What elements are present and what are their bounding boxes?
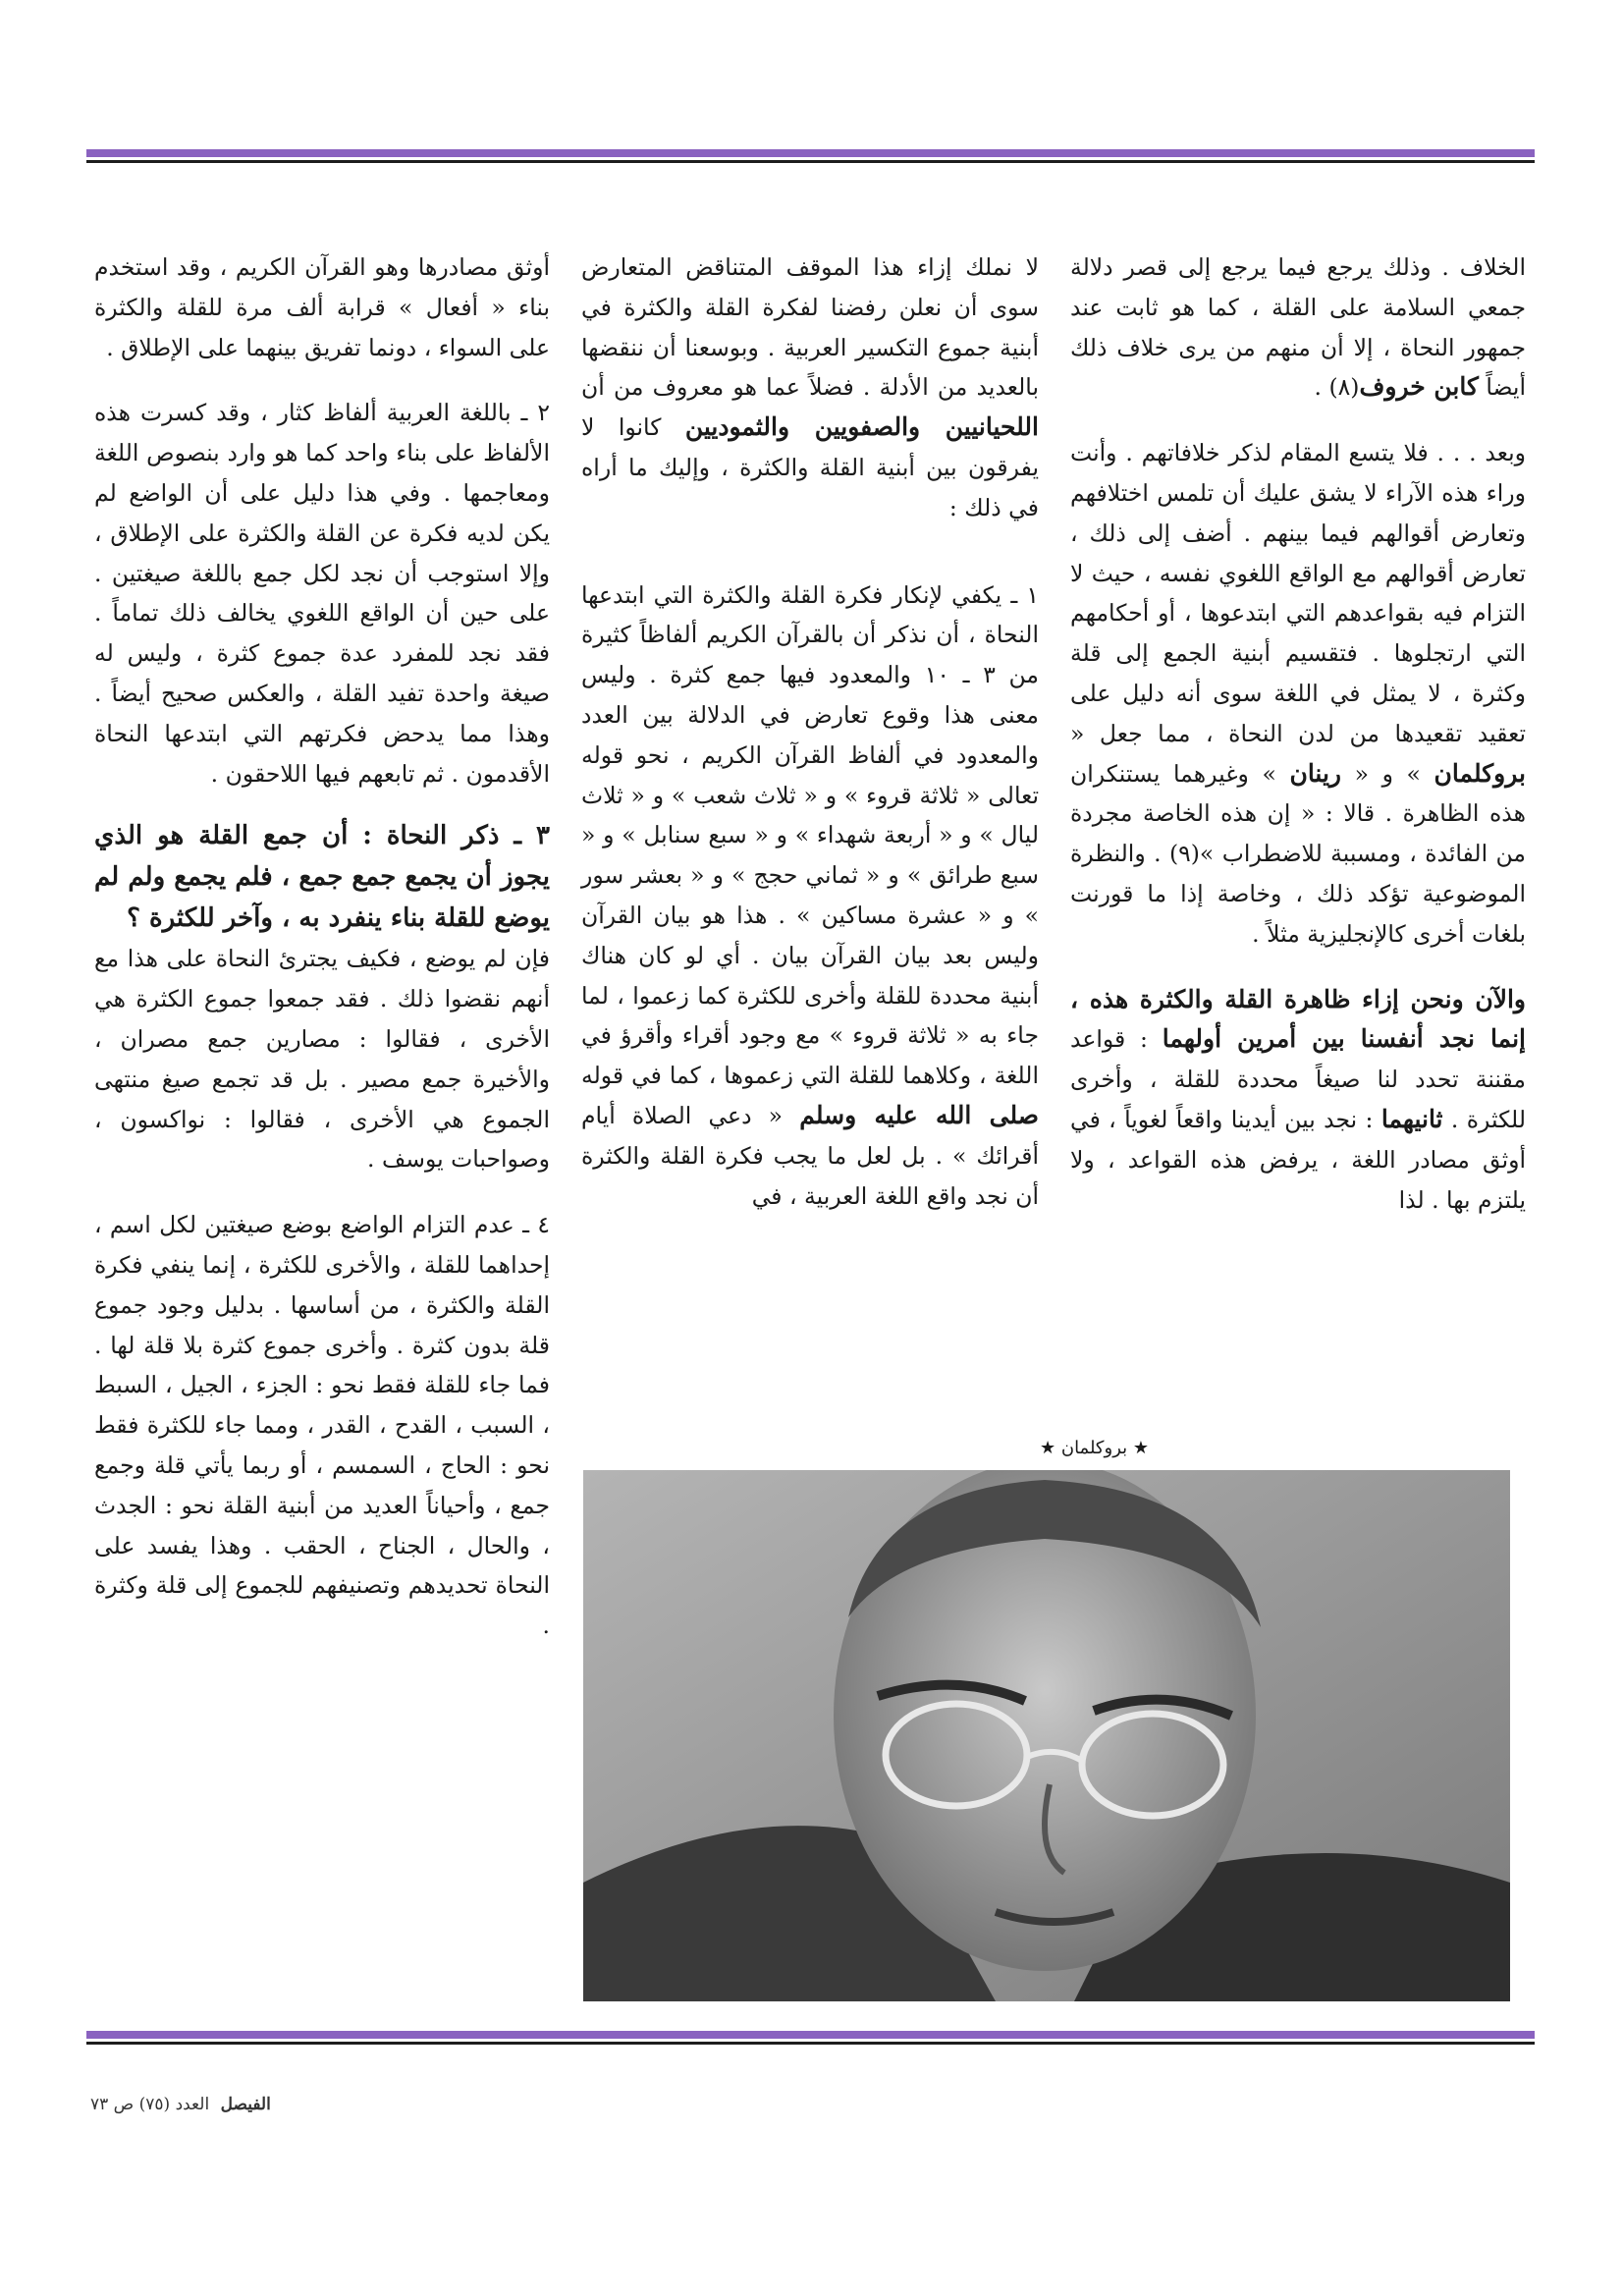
text: : قواعد مقننة تحدد لنا صيغاً محددة للقلة ، وأخرى للكثرة . [1070,1025,1526,1133]
portrait-photo [583,1470,1510,2001]
bold-lead: ٣ ـ ذكر النحاة : أن جمع القلة هو الذي يجوز أن يجمع جمع جمع ، فلم يجمع ولم لم يوضع للقلة بناء ينفرد به ، وآخر للكثرة ؟ [94,821,550,934]
bold-word: ثانيهما [1380,1104,1443,1133]
bottom-rule-band [86,2031,1535,2039]
text: « دعي الصلاة أيام أقرائك » . بل لعل ما يجب فكرة القلة والكثرة أن نجد واقع اللغة العربية ، في [581,1101,1039,1210]
paragraph: أوثق مصادرها وهو القرآن الكريم ، وقد استخدم بناء « أفعال » قرابة ألف مرة للقلة والكثرة على السواء ، دونما تفريق بينهما على الإطلاق . [94,253,550,361]
text: (٨) . [1314,373,1360,402]
column-left [94,247,550,1646]
bold-lead: والآن ونحن إزاء ظاهرة القلة والكثرة هذه ، إنما نجد أنفسنا بين أمرين أولهما [1070,984,1526,1054]
paragraph [1070,980,1526,1221]
bold-name: اللحيانيين والصفويين والثموديين [684,412,1039,442]
text: : نجد بين أيدينا واقعاً لغوياً ، في أوثق مصادر اللغة ، يرفض هذه القواعد ، ولا يلتزم بها . لذا [1070,1105,1526,1214]
bold-phrase: صلى الله عليه وسلم [799,1100,1039,1129]
text: » وغيرهما يستنكران هذه الظاهرة . قالا : « إن هذه الخاصة مجردة من الفائدة ، ومسببة للاضطراب »(٩) . والنظرة الموضوعية تؤكد ذلك ، وخاصة إذا ما قورنت بلغات أخرى كالإنجليزية مثلاً . [1070,759,1526,948]
paragraph-heading [94,815,550,939]
issue-page: العدد (٧٥) ص ٧٣ [90,2095,210,2114]
text: كانوا لا يفرقون بين أبنية القلة والكثرة ، وإليك ما أراه في ذلك : [581,413,1039,521]
top-rule-line [86,160,1535,163]
text: وبعد . . . فلا يتسع المقام لذكر خلافاتهم . وأنت وراء هذه الآراء لا يشق عليك أن تلمس اختلافهم وتعارض أقوالهم فيما بينهم . أضف إلى ذلك ، تعارض أقوالهم مع الواقع اللغوي نفسه ، حيث لا التزام فيه بقواعدهم التي ابتدعوها ، أو أحكامهم التي ارتجلوها . فتقسيم أبنية الجمع إلى قلة وكثرة ، لا يمثل في اللغة سوى أنه دليل على تعقيد تقعيدها من لدن النحاة ، مما جعل « [1070,439,1526,747]
text: لا نملك إزاء هذا الموقف المتناقض المتعارض سوى أن نعلن رفضنا لفكرة القلة والكثرة في أبنية جموع التكسير العربية . وبوسعنا أن ننقضها بالعديد من الأدلة . فضلاً عما هو معروف من أن [581,253,1039,402]
bold-name: كابن خروف [1359,372,1479,402]
bold-name: رينان [1289,758,1342,788]
paragraph: ٤ ـ عدم التزام الواضع بوضع صيغتين لكل اسم ، إحداهما للقلة ، والأخرى للكثرة ، إنما ينفي فكرة القلة والكثرة ، من أساسها . بدليل وجود جموع قلة بدون كثرة . وأخرى جموع كثرة بلا قلة لها . فما جاء للقلة فقط نحو : الجزء ، الجيل ، السبط ، السبب ، القدح ، القدر ، ومما جاء للكثرة فقط نحو : الحاج ، السمسم ، أو ربما يأتي قلة وجمع جمع ، وأحياناً العديد من أبنية القلة نحو : الجدث ، والحال ، الجناح ، الحقب . وهذا يفسد على النحاة تحديدهم وتصنيفهم للجموع إلى قلة وكثرة . [94,1211,550,1640]
magazine-name: الفيصل [220,2095,271,2114]
text: » و « [1354,759,1421,788]
top-rule [86,149,1535,165]
paragraph [581,247,1039,528]
paragraph [1070,433,1526,954]
photo-caption: ★ بروكلمان ★ [1040,1438,1149,1458]
paragraph: ٢ ـ باللغة العربية ألفاظ كثار ، وقد كسرت هذه الألفاظ على بناء واحد كما هو وارد بنصوص اللغة ومعاجمها . وفي هذا دليل على أن الواضع لم يكن لديه فكرة عن القلة والكثرة على الإطلاق ، وإلا استوجب أن نجد لكل جمع باللغة صيغتين . على حين أن الواقع اللغوي يخالف ذلك تماماً . فقد نجد للمفرد عدة جموع كثرة ، وليس له صيغة واحدة تفيد القلة ، والعكس صحيح أيضاً . وهذا مما يدحض فكرتهم التي ابتدعها النحاة الأقدمون . ثم تابعهم فيها اللاحقون . [94,399,550,788]
bold-name: بروكلمان [1434,758,1526,788]
bottom-rule-line [86,2042,1535,2045]
column-middle [581,247,1039,1216]
portrait-illustration [583,1470,1510,2001]
paragraph [581,575,1039,1217]
text: ١ ـ يكفي لإنكار فكرة القلة والكثرة التي ابتدعها النحاة ، أن نذكر أن بالقرآن الكريم ألفاظاً كثيرة من ٣ ـ ١٠ والمعدود فيها جمع كثرة . وليس معنى هذا وقوع تعارض في الدلالة بين العدد والمعدود في ألفاظ القرآن الكريم ، نحو قوله تعالى « ثلاثة قروء » و « ثلاث شعب » و « ثلاث ليال » و « أربعة شهداء » و « سبع سنابل » و « سبع طرائق » و « ثماني حجج » و « بعشر سور » و « عشرة مساكين » . هذا هو بيان القرآن وليس بعد بيان القرآن بيان . أي لو كان هناك أبنية محددة للقلة وأخرى للكثرة كما زعموا ، لما جاء به « ثلاثة قروء » مع وجود أقراء وأقرؤ في اللغة ، وكلاهما للقلة التي زعموها ، كما في قوله [581,580,1039,1090]
bottom-rule [86,2031,1535,2047]
top-rule-band [86,149,1535,157]
paragraph [1070,247,1526,408]
column-right [1070,247,1526,1220]
text: الخلاف . وذلك يرجع فيما يرجع إلى قصر دلالة جمعي السلامة على القلة ، كما هو ثابت عند جمهور النحاة ، إلا أن منهم من يرى خلاف ذلك أيضاً [1070,253,1526,402]
paragraph: فإن لم يوضع ، فكيف يجترئ النحاة على هذا مع أنهم نقضوا ذلك . فقد جمعوا جموع الكثرة هي الأخرى ، فقالوا : مصارين جمع مصران ، والأخيرة جمع مصير . بل قد تجمع صيغ منتهى الجموع هي الأخرى ، فقالوا : نواكسون ، وصواحبات يوسف . [94,945,550,1174]
page-footer [90,2095,271,2114]
